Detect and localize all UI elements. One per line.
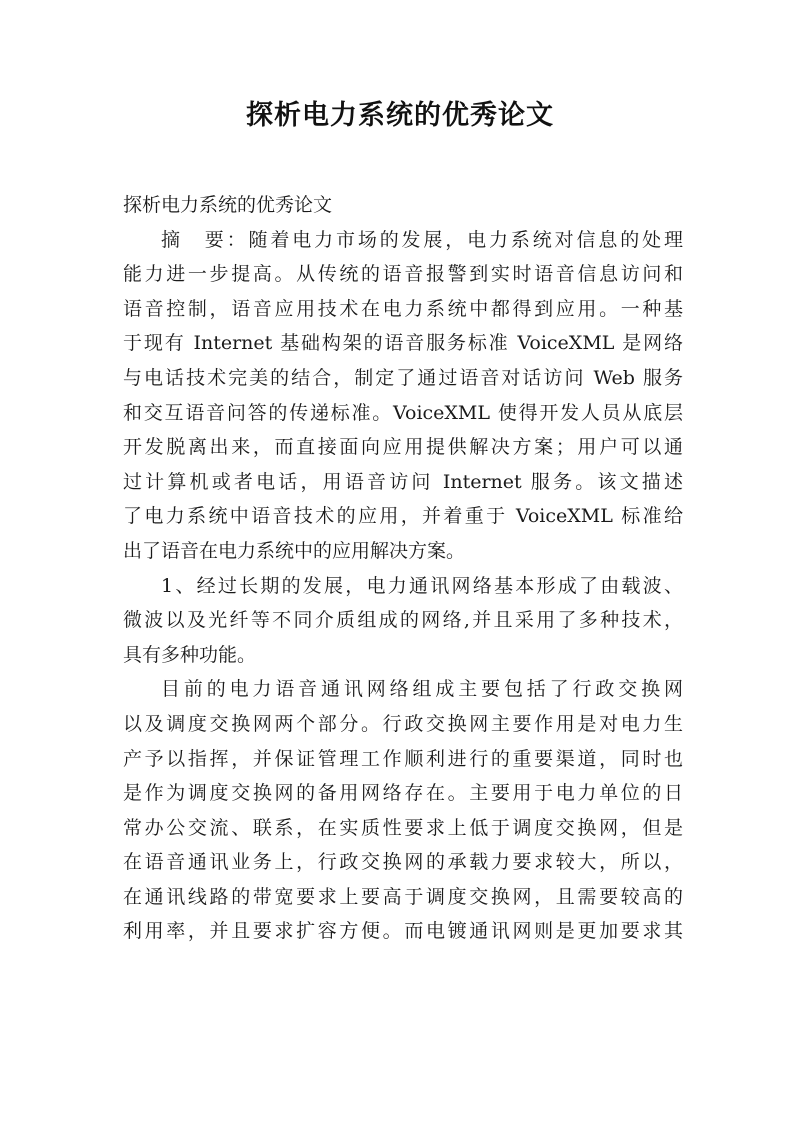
abstract-line: 开发脱离出来，而直接面向应用提供解决方案；用户可以通 bbox=[123, 436, 683, 459]
paragraph-line: 以及调度交换网两个部分。行政交换网主要作用是对电力生 bbox=[123, 712, 683, 735]
paragraph-line: 常办公交流、联系，在实质性要求上低于调度交换网，但是 bbox=[123, 816, 683, 839]
subtitle-line: 探析电力系统的优秀论文 bbox=[123, 194, 333, 216]
abstract-line: 与电话技术完美的结合，制定了通过语音对话访问 Web 服务 bbox=[123, 366, 683, 389]
abstract-line: 过计算机或者电话，用语音访问 Internet 服务。该文描述 bbox=[123, 470, 683, 493]
abstract-line: 和交互语音问答的传递标准。VoiceXML 使得开发人员从底层 bbox=[123, 401, 683, 424]
section1-line: 微波以及光纤等不同介质组成的网络,并且采用了多种技术， bbox=[123, 609, 683, 632]
abstract-line: 了电力系统中语音技术的应用，并着重于 VoiceXML 标准给 bbox=[123, 505, 683, 528]
paragraph-line: 利用率，并且要求扩容方便。而电镀通讯网则是更加要求其 bbox=[123, 920, 683, 943]
paragraph-line: 在语音通讯业务上，行政交换网的承载力要求较大，所以， bbox=[123, 851, 683, 874]
abstract-line: 摘 要：随着电力市场的发展，电力系统对信息的处理 bbox=[161, 228, 683, 251]
document-body bbox=[123, 188, 683, 949]
abstract-line: 出了语音在电力系统中的应用解决方案。 bbox=[123, 539, 466, 562]
section1-line: 具有多种功能。 bbox=[123, 643, 257, 666]
abstract-line: 于现有 Internet 基础构架的语音服务标准 VoiceXML 是网络 bbox=[123, 332, 683, 355]
paragraph-line: 目前的电力语音通讯网络组成主要包括了行政交换网 bbox=[161, 678, 683, 701]
abstract-line: 语音控制，语音应用技术在电力系统中都得到应用。一种基 bbox=[123, 297, 683, 320]
paragraph-line: 产予以指挥，并保证管理工作顺利进行的重要渠道，同时也 bbox=[123, 747, 683, 770]
abstract-line: 能力进一步提高。从传统的语音报警到实时语音信息访问和 bbox=[123, 263, 683, 286]
paragraph-line: 是作为调度交换网的备用网络存在。主要用于电力单位的日 bbox=[123, 782, 683, 805]
paragraph-line: 在通讯线路的带宽要求上要高于调度交换网，且需要较高的 bbox=[123, 885, 683, 908]
section1-line: 1、经过长期的发展，电力通讯网络基本形成了由载波、 bbox=[161, 574, 683, 597]
document-title: 探析电力系统的优秀论文 bbox=[246, 100, 554, 131]
